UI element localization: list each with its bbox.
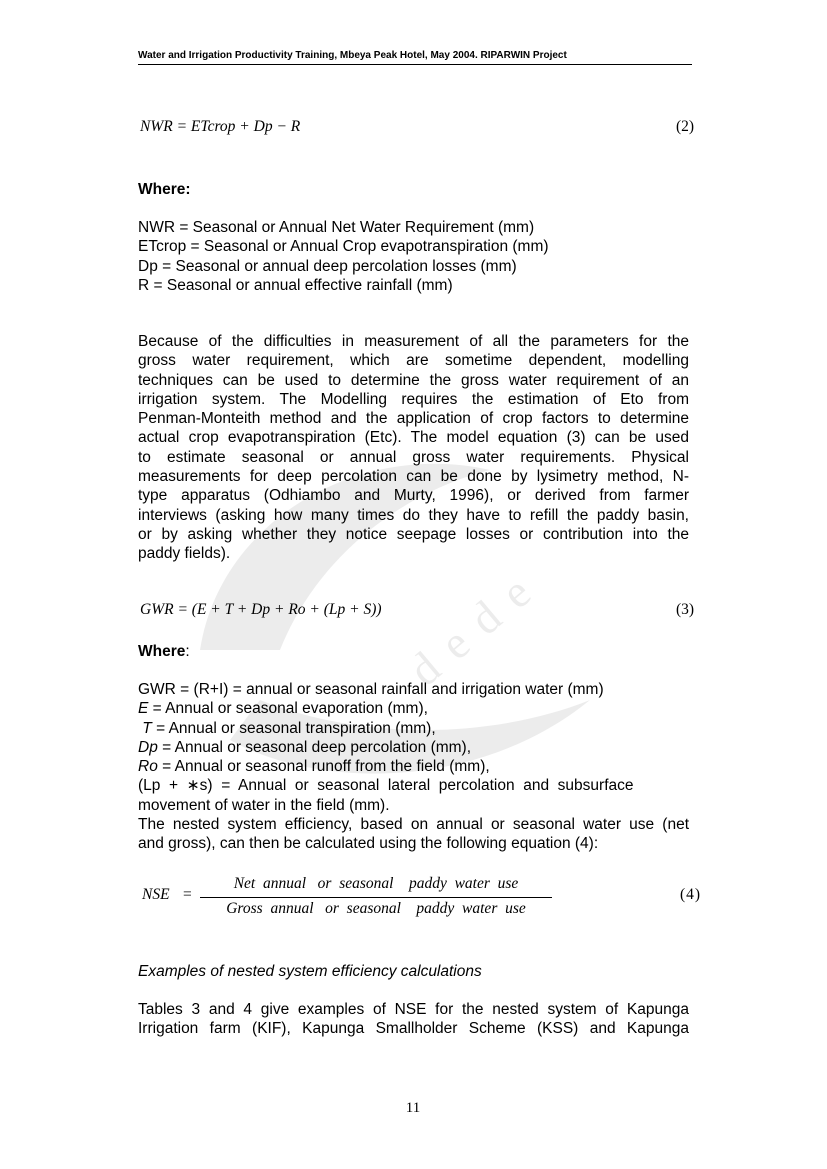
- equation-2: NWR = ETcrop + Dp − R: [140, 118, 301, 135]
- equation-2-number: (2): [676, 118, 695, 135]
- equation-4-denominator: Gross annual or seasonal paddy water use: [226, 900, 526, 917]
- definition-dp: Dp = Annual or seasonal deep percolation (mm),: [138, 738, 472, 756]
- subheading-examples: Examples of nested system efficiency calculations: [138, 963, 482, 980]
- equation-4-equals: =: [183, 886, 192, 903]
- paragraph-line: paddy fields).: [138, 545, 231, 563]
- paragraph-line: irrigation system. The Modelling requires the estimation of Eto from: [138, 390, 689, 408]
- paragraph-line: Because of the difficulties in measurement of all the parameters for the: [138, 333, 689, 350]
- equation-4-lhs: NSE: [142, 886, 170, 903]
- definition-etcrop: ETcrop = Seasonal or Annual Crop evapotranspiration (mm): [138, 238, 549, 256]
- equation-4-number: (4): [680, 886, 702, 903]
- page-number: 11: [405, 1100, 421, 1116]
- where-label: Where: [138, 643, 186, 660]
- paragraph-line: Penman-Monteith method and the application of crop factors to determine: [138, 410, 689, 428]
- paragraph-modelling: [138, 332, 689, 564]
- definitions-list-2: [138, 680, 689, 854]
- definition-dp: Dp = Seasonal or annual deep percolation losses (mm): [138, 257, 517, 275]
- paragraph-line: techniques can be used to determine the gross water requirement of an: [138, 371, 689, 389]
- where-colon: :: [185, 643, 190, 660]
- page-header: Water and Irrigation Productivity Training, Mbeya Peak Hotel, May 2004. RIPARWIN Project: [138, 50, 692, 65]
- paragraph-line: interviews (asking how many times do they have to refill the paddy basin,: [138, 506, 689, 524]
- paragraph-line: and gross), can then be calculated using the following equation (4):: [138, 835, 599, 853]
- paragraph-line: Tables 3 and 4 give examples of NSE for the nested system of Kapunga: [138, 1001, 689, 1018]
- paragraph-line: gross water requirement, which are sometime dependent, modelling: [138, 352, 689, 370]
- paragraph-line: to estimate seasonal or annual gross water requirements. Physical: [138, 448, 689, 466]
- definition-t: T = Annual or seasonal transpiration (mm),: [138, 719, 436, 737]
- fraction-bar: [200, 897, 552, 898]
- definition-lp-s-cont: movement of water in the field (mm).: [138, 796, 390, 814]
- paragraph-tables: [138, 1000, 689, 1039]
- where-heading-1: Where:: [138, 181, 191, 198]
- definition-nwr: NWR = Seasonal or Annual Net Water Requirement (mm): [138, 219, 535, 236]
- definition-lp-s: (Lp + ∗s) = Annual or seasonal lateral percolation and subsurface: [138, 777, 634, 795]
- equation-4-numerator: Net annual or seasonal paddy water use: [233, 875, 519, 892]
- definitions-list-1: [138, 218, 549, 295]
- watermark-text: dede: [399, 554, 554, 696]
- equation-3-number: (3): [676, 601, 695, 618]
- definition-gwr: GWR = (R+I) = annual or seasonal rainfall and irrigation water (mm): [138, 681, 604, 698]
- paragraph-line: measurements for deep percolation can be done by lysimetry method, N-: [138, 468, 689, 486]
- paragraph-line: The nested system efficiency, based on annual or seasonal water use (net: [138, 816, 689, 834]
- where-heading-2: [138, 642, 190, 661]
- paragraph-line: Irrigation farm (KIF), Kapunga Smallholder Scheme (KSS) and Kapunga: [138, 1020, 689, 1038]
- paragraph-line: actual crop evapotranspiration (Etc). The model equation (3) can be used: [138, 429, 689, 447]
- paragraph-line: or by asking whether they notice seepage losses or contribution into the: [138, 525, 689, 543]
- definition-e: E = Annual or seasonal evaporation (mm),: [138, 700, 428, 718]
- equation-3: GWR = (E + T + Dp + Ro + (Lp + S)): [140, 601, 382, 618]
- paragraph-line: type apparatus (Odhiambo and Murty, 1996), or derived from farmer: [138, 487, 689, 505]
- definition-ro: Ro = Annual or seasonal runoff from the field (mm),: [138, 758, 490, 776]
- definition-r: R = Seasonal or annual effective rainfall (mm): [138, 276, 453, 294]
